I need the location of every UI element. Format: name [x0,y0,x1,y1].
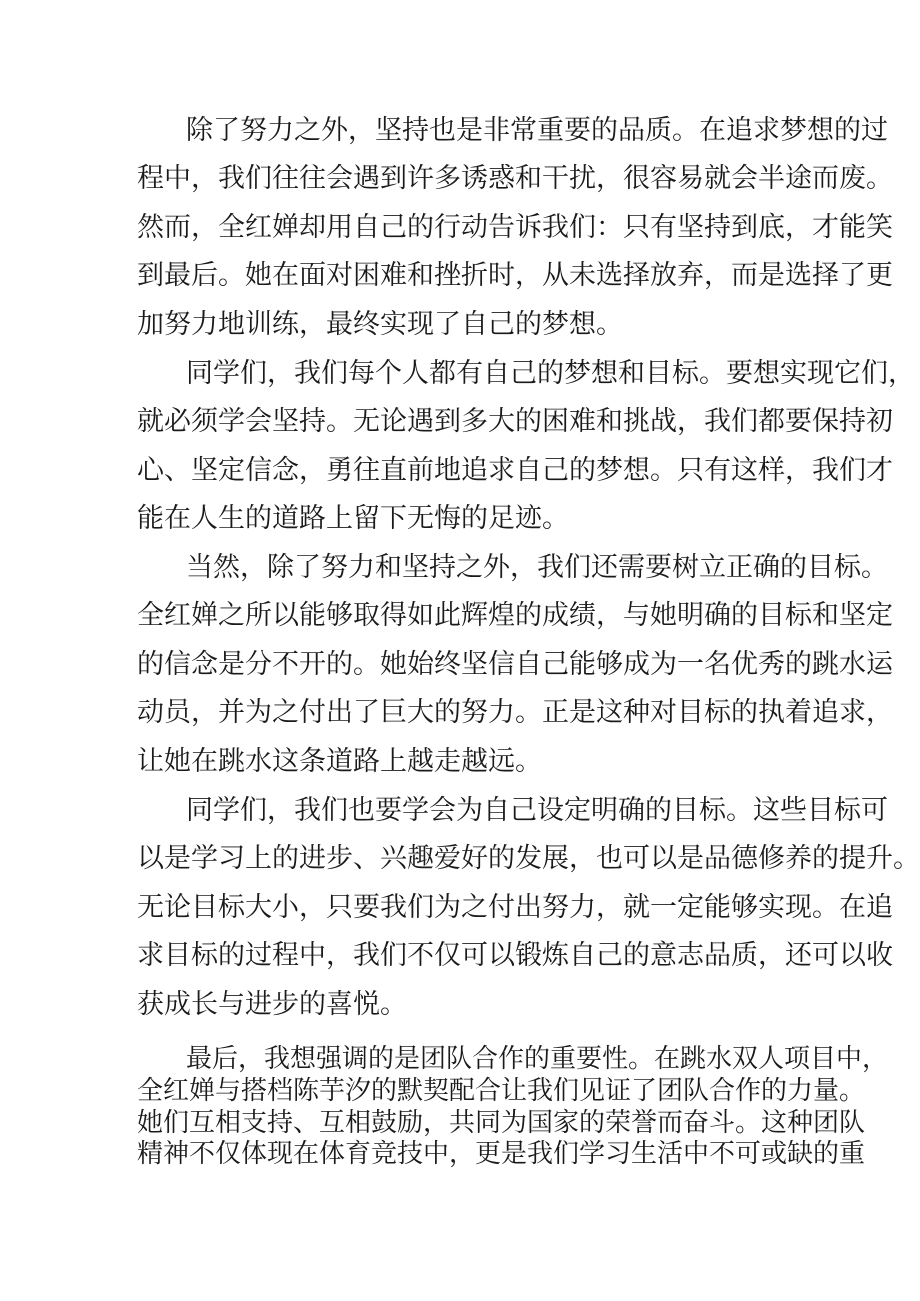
text-line: 的信念是分不开的。她始终坚信自己能够成为一名优秀的跳水运 [137,649,893,680]
text-line: 无论目标大小，只要我们为之付出努力，就一定能够实现。在追 [137,892,893,923]
text-line: 全红婵与搭档陈芋汐的默契配合让我们见证了团队合作的力量。 [137,1076,866,1106]
text-line: 心、坚定信念，勇往直前地追求自己的梦想。只有这样，我们才 [137,455,893,486]
text-line: 动员，并为之付出了巨大的努力。正是这种对目标的执着追求， [137,697,893,728]
text-line: 就必须学会坚持。无论遇到多大的困难和挑战，我们都要保持初 [137,406,893,437]
text-line: 当然，除了努力和坚持之外，我们还需要树立正确的目标。 [186,552,888,583]
text-line: 程中，我们往往会遇到许多诱惑和干扰，很容易就会半途而废。 [137,163,893,194]
text-line: 到最后。她在面对困难和挫折时，从未选择放弃，而是选择了更 [137,260,893,291]
text-line: 求目标的过程中，我们不仅可以锻炼自己的意志品质，还可以收 [137,940,893,971]
text-line: 以是学习上的进步、兴趣爱好的发展，也可以是品德修养的提升。 [137,843,920,874]
text-line: 然而，全红婵却用自己的行动告诉我们：只有坚持到底，才能笑 [137,212,893,243]
text-line: 加努力地训练，最终实现了自己的梦想。 [137,309,623,340]
text-line: 她们互相支持、互相鼓励，共同为国家的荣誉而奋斗。这种团队 [137,1108,866,1138]
text-line: 同学们，我们每个人都有自己的梦想和目标。要想实现它们， [186,358,915,389]
text-line: 最后，我想强调的是团队合作的重要性。在跳水双人项目中， [186,1044,889,1074]
text-line: 全红婵之所以能够取得如此辉煌的成绩，与她明确的目标和坚定 [137,600,893,631]
text-line: 获成长与进步的喜悦。 [137,989,407,1020]
text-line: 精神不仅体现在体育竞技中，更是我们学习生活中不可或缺的重 [137,1139,866,1169]
text-line: 除了努力之外，坚持也是非常重要的品质。在追求梦想的过 [186,115,888,146]
text-line: 能在人生的道路上留下无悔的足迹。 [137,503,569,534]
text-line: 同学们，我们也要学会为自己设定明确的目标。这些目标可 [186,795,888,826]
text-line: 让她在跳水这条道路上越走越远。 [137,746,542,777]
